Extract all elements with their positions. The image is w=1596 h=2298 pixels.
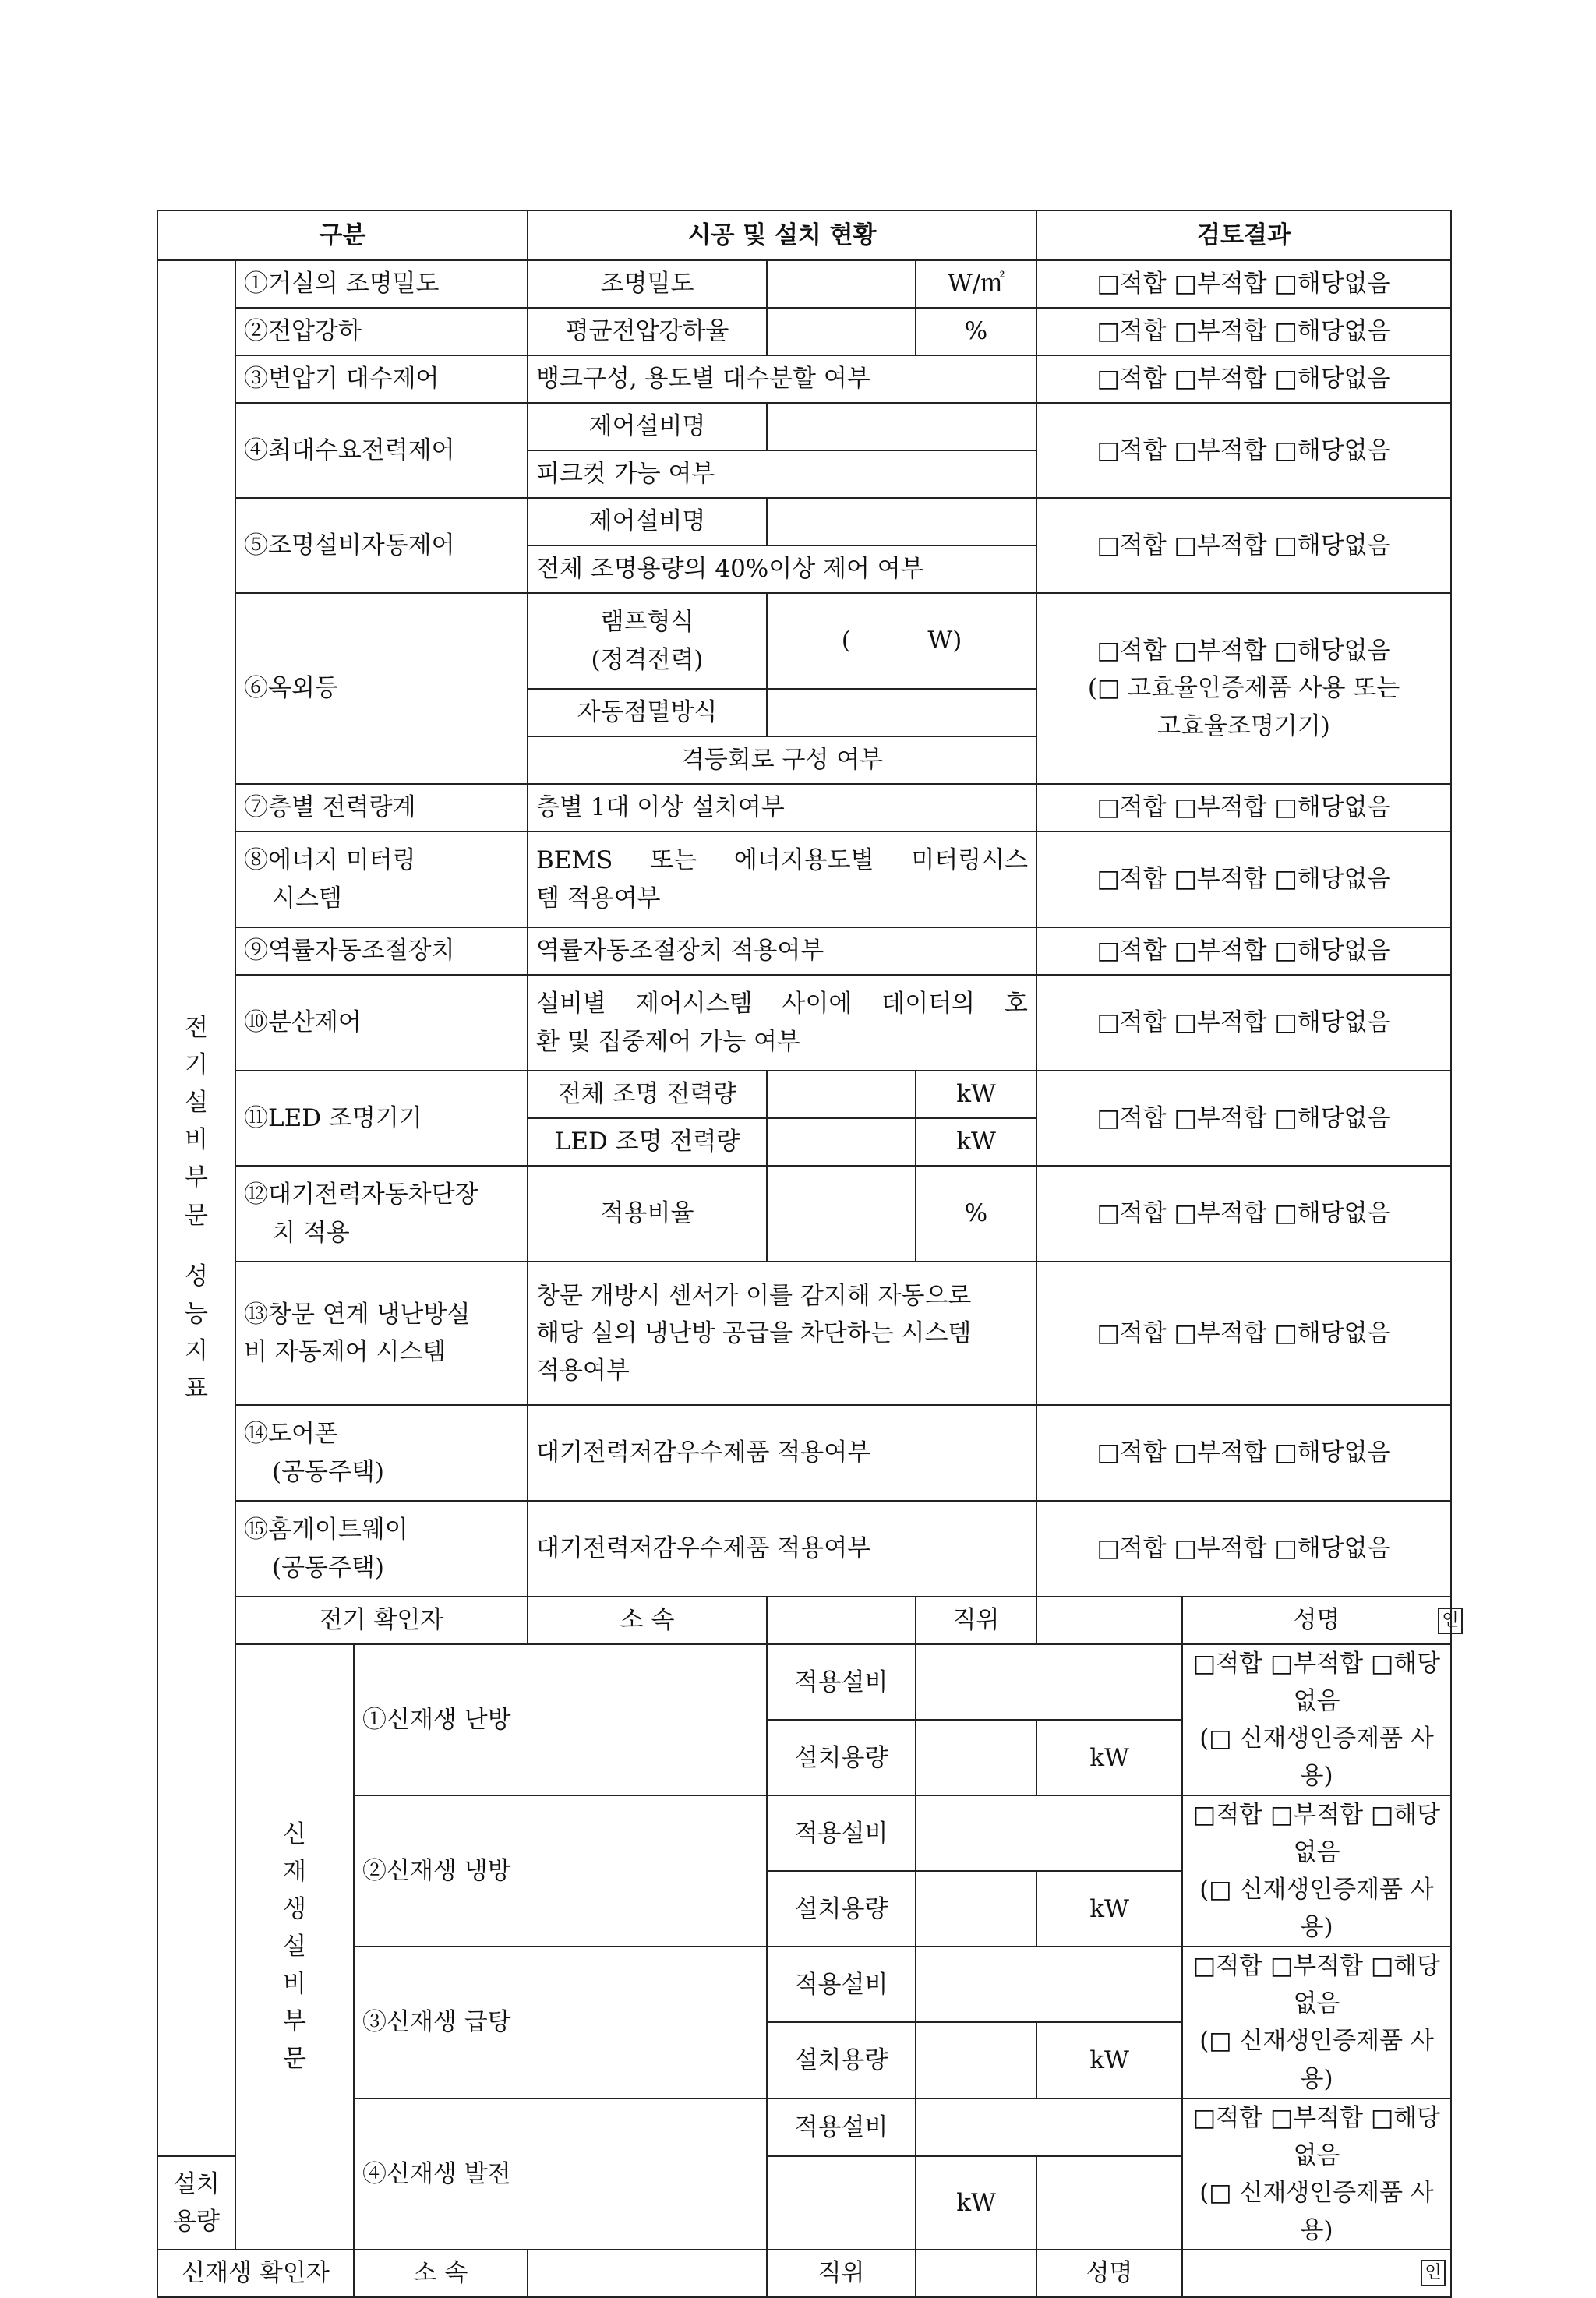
electric-confirmer-row — [157, 1597, 1451, 1644]
transformer-result[interactable]: □적합 □부적합 □해당없음 — [1036, 355, 1451, 403]
cooling-result[interactable]: □적합 □부적합 □해당없음 (□ 신재생인증제품 사용) — [1182, 1795, 1451, 1947]
table-row — [157, 1501, 1451, 1597]
item-distributed: ⑩분산제어 — [235, 975, 528, 1071]
cooling-equipment-label: 적용설비 — [767, 1795, 916, 1871]
table-row — [157, 498, 1451, 545]
item-renewable-heating: ①신재생 난방 — [354, 1644, 767, 1795]
item-home-gateway: ⑮홈게이트웨이 (공동주택) — [235, 1501, 528, 1597]
floor-meter-result[interactable]: □적합 □부적합 □해당없음 — [1036, 784, 1451, 831]
lighting-auto-label: 제어설비명 — [528, 498, 767, 545]
hot-water-result[interactable]: □적합 □부적합 □해당없음 (□ 신재생인증제품 사용) — [1182, 1947, 1451, 2098]
led-total-input[interactable] — [767, 1071, 916, 1118]
item-floor-meter: ⑦층별 전력량계 — [235, 784, 528, 831]
item-renewable-cooling: ②신재생 냉방 — [354, 1795, 767, 1947]
electric-affiliation-label: 소 속 — [528, 1597, 767, 1644]
generation-capacity-label: 설치용량 — [157, 2156, 235, 2250]
hot-water-capacity-input[interactable] — [916, 2022, 1036, 2098]
item-lighting-auto: ⑤조명설비자동제어 — [235, 498, 528, 593]
header-category: 구분 — [157, 210, 528, 260]
electric-confirmer-label: 전기 확인자 — [235, 1597, 528, 1644]
renewable-position-label: 직위 — [767, 2250, 916, 2297]
hot-water-capacity-unit: kW — [1036, 2022, 1182, 2098]
voltage-drop-input[interactable] — [767, 308, 916, 355]
heating-equipment-label: 적용설비 — [767, 1644, 916, 1720]
generation-result[interactable]: □적합 □부적합 □해당없음 (□ 신재생인증제품 사용) — [1182, 2099, 1451, 2250]
cooling-capacity-input[interactable] — [916, 1871, 1036, 1947]
item-led: ⑪LED 조명기기 — [235, 1071, 528, 1166]
doorphone-desc: 대기전력저감우수제품 적용여부 — [528, 1405, 1036, 1501]
item-renewable-hot-water: ③신재생 급탕 — [354, 1947, 767, 2098]
outdoor-lamp-unit[interactable]: ( W) — [767, 593, 1036, 689]
item-window-link: ⑬창문 연계 냉난방설 비 자동제어 시스템 — [235, 1262, 528, 1405]
item-outdoor: ⑥옥외등 — [235, 593, 528, 784]
table-row — [157, 831, 1451, 927]
table-row — [157, 260, 1451, 308]
generation-capacity-unit: kW — [916, 2156, 1036, 2250]
hot-water-equipment-input[interactable] — [916, 1947, 1182, 2022]
heating-result[interactable]: □적합 □부적합 □해당없음 (□ 신재생인증제품 사용) — [1182, 1644, 1451, 1795]
peak-demand-label: 제어설비명 — [528, 403, 767, 450]
standby-cut-input[interactable] — [767, 1166, 916, 1262]
standby-cut-label: 적용비율 — [528, 1166, 767, 1262]
power-factor-result[interactable]: □적합 □부적합 □해당없음 — [1036, 927, 1451, 975]
standby-cut-unit: % — [916, 1166, 1036, 1262]
lighting-auto-result[interactable]: □적합 □부적합 □해당없음 — [1036, 498, 1451, 593]
transformer-desc: 뱅크구성, 용도별 대수분할 여부 — [528, 355, 1036, 403]
electric-section-label: 전 기 설 비 부 문 성 능 지 표 — [157, 260, 235, 2156]
table-row — [157, 927, 1451, 975]
item-lighting-density: ①거실의 조명밀도 — [235, 260, 528, 308]
standby-cut-result[interactable]: □적합 □부적합 □해당없음 — [1036, 1166, 1451, 1262]
lighting-density-label: 조명밀도 — [528, 260, 767, 308]
lighting-density-result[interactable]: □적합 □부적합 □해당없음 — [1036, 260, 1451, 308]
table-row — [157, 593, 1451, 689]
table-row — [157, 403, 1451, 450]
seal-mark: 인 — [1438, 1608, 1463, 1634]
item-energy-metering: ⑧에너지 미터링 시스템 — [235, 831, 528, 927]
voltage-drop-result[interactable]: □적합 □부적합 □해당없음 — [1036, 308, 1451, 355]
generation-equipment-label: 적용설비 — [767, 2099, 916, 2156]
table-row — [157, 1405, 1451, 1501]
distributed-result[interactable]: □적합 □부적합 □해당없음 — [1036, 975, 1451, 1071]
renewable-section-label: 신 재 생 설 비 부 문 — [235, 1644, 354, 2250]
table-row — [157, 1166, 1451, 1262]
item-doorphone: ⑭도어폰 (공동주택) — [235, 1405, 528, 1501]
electric-affiliation-input[interactable] — [767, 1597, 916, 1644]
home-gateway-desc: 대기전력저감우수제품 적용여부 — [528, 1501, 1036, 1597]
window-link-desc: 창문 개방시 센서가 이를 감지해 자동으로 해당 실의 냉난방 공급을 차단하는 시스템 적용여부 — [528, 1262, 1036, 1405]
lighting-auto-desc: 전체 조명용량의 40%이상 제어 여부 — [528, 545, 1036, 593]
renewable-affiliation-label: 소 속 — [354, 2250, 528, 2297]
outdoor-auto-switch-input[interactable] — [767, 689, 1036, 736]
lighting-density-unit: W/㎡ — [916, 260, 1036, 308]
table-row — [157, 784, 1451, 831]
outdoor-alt-circuit: 격등회로 구성 여부 — [528, 736, 1036, 784]
renewable-confirmer-label: 신재생 확인자 — [157, 2250, 354, 2297]
outdoor-result[interactable]: □적합 □부적합 □해당없음 (□ 고효율인증제품 사용 또는 고효율조명기기) — [1036, 593, 1451, 784]
led-total-unit: kW — [916, 1071, 1036, 1118]
table-row — [157, 355, 1451, 403]
seal-mark: 인 — [1421, 2260, 1446, 2286]
home-gateway-result[interactable]: □적합 □부적합 □해당없음 — [1036, 1501, 1451, 1597]
header-result: 검토결과 — [1036, 210, 1451, 260]
electric-position-input[interactable] — [1036, 1597, 1182, 1644]
voltage-drop-label: 평균전압강하율 — [528, 308, 767, 355]
lighting-density-input[interactable] — [767, 260, 916, 308]
hot-water-capacity-label: 설치용량 — [767, 2022, 916, 2098]
led-led-unit: kW — [916, 1118, 1036, 1166]
outdoor-lamp-type: 램프형식 (정격전력) — [528, 593, 767, 689]
peak-demand-input[interactable] — [767, 403, 1036, 450]
peak-demand-result[interactable]: □적합 □부적합 □해당없음 — [1036, 403, 1451, 498]
item-standby-cut: ⑫대기전력자동차단장 치 적용 — [235, 1166, 528, 1262]
led-led-input[interactable] — [767, 1118, 916, 1166]
item-renewable-generation: ④신재생 발전 — [354, 2099, 767, 2250]
item-voltage-drop: ②전압강하 — [235, 308, 528, 355]
table-row — [157, 1644, 1451, 1720]
distributed-desc: 설비별 제어시스템 사이에 데이터의 호 환 및 집중제어 가능 여부 — [528, 975, 1036, 1071]
table-row — [157, 1071, 1451, 1118]
led-led-label: LED 조명 전력량 — [528, 1118, 767, 1166]
peak-demand-desc: 피크컷 가능 여부 — [528, 450, 1036, 498]
cooling-capacity-unit: kW — [1036, 1871, 1182, 1947]
table-row — [157, 1262, 1451, 1405]
window-link-result[interactable]: □적합 □부적합 □해당없음 — [1036, 1262, 1451, 1405]
led-result[interactable]: □적합 □부적합 □해당없음 — [1036, 1071, 1451, 1166]
heating-capacity-label: 설치용량 — [767, 1720, 916, 1795]
electric-position-label: 직위 — [916, 1597, 1036, 1644]
energy-metering-result[interactable]: □적합 □부적합 □해당없음 — [1036, 831, 1451, 927]
renewable-name-label: 성명 — [1036, 2250, 1182, 2297]
generation-capacity-input[interactable] — [767, 2156, 916, 2250]
floor-meter-desc: 층별 1대 이상 설치여부 — [528, 784, 1036, 831]
power-factor-desc: 역률자동조절장치 적용여부 — [528, 927, 1036, 975]
heating-capacity-input[interactable] — [916, 1720, 1036, 1795]
electric-name-label: 성명 — [1182, 1597, 1451, 1644]
cooling-capacity-label: 설치용량 — [767, 1871, 916, 1947]
item-power-factor: ⑨역률자동조절장치 — [235, 927, 528, 975]
item-transformer: ③변압기 대수제어 — [235, 355, 528, 403]
doorphone-result[interactable]: □적합 □부적합 □해당없음 — [1036, 1405, 1451, 1501]
hot-water-equipment-label: 적용설비 — [767, 1947, 916, 2022]
led-total-label: 전체 조명 전력량 — [528, 1071, 767, 1118]
table-row — [157, 308, 1451, 355]
lighting-auto-input[interactable] — [767, 498, 1036, 545]
outdoor-auto-switch: 자동점멸방식 — [528, 689, 767, 736]
table-row — [157, 975, 1451, 1071]
heating-capacity-unit: kW — [1036, 1720, 1182, 1795]
energy-metering-desc: BEMS 또는 에너지용도별 미터링시스 템 적용여부 — [528, 831, 1036, 927]
heating-equipment-input[interactable] — [916, 1644, 1182, 1720]
table-header-row — [157, 210, 1451, 260]
item-peak-demand: ④최대수요전력제어 — [235, 403, 528, 498]
energy-check-table — [157, 210, 1459, 2298]
generation-equipment-input[interactable] — [916, 2099, 1182, 2156]
voltage-drop-unit: % — [916, 308, 1036, 355]
header-status: 시공 및 설치 현황 — [528, 210, 1036, 260]
cooling-equipment-input[interactable] — [916, 1795, 1182, 1871]
